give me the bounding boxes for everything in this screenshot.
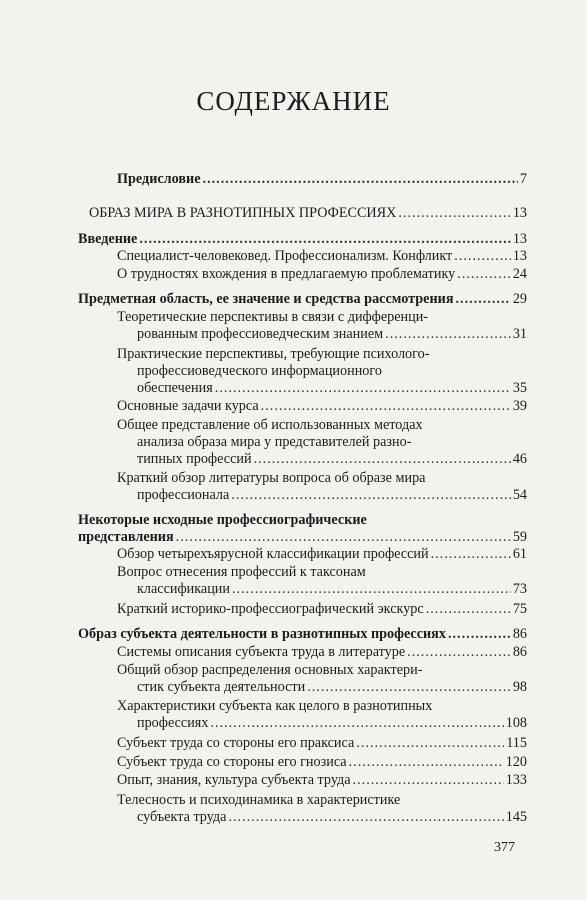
leader-dots (203, 171, 518, 188)
toc-label: Основные задачи курса (117, 398, 259, 414)
page-number: 7 (519, 171, 527, 187)
leader-dots (426, 601, 511, 618)
toc-last-line (137, 326, 527, 343)
leader-dots (398, 205, 510, 222)
toc-label: Обзор четырехъярусной классификации профессий (117, 546, 429, 562)
toc-entry-image-2 (117, 662, 527, 696)
page-number: 98 (512, 679, 527, 695)
toc-label-line: Теоретические перспективы в связи с дифференци- (117, 309, 429, 325)
toc-label-line: Некоторые исходные профессиографические (78, 512, 367, 528)
page-number: 145 (505, 809, 527, 825)
leader-dots (210, 715, 503, 732)
page-number: 59 (512, 529, 527, 545)
page-number: 86 (512, 644, 527, 660)
toc-label: Специалист-человековед. Профессионализм. Конфликт (117, 248, 453, 264)
toc-entry-image-5 (117, 754, 527, 771)
toc-label: Введение (78, 231, 138, 247)
toc-last-line (137, 581, 527, 598)
leader-dots (254, 451, 511, 468)
toc-entry-reps (78, 512, 527, 546)
leader-dots (176, 529, 511, 546)
toc-entry-part (89, 205, 527, 222)
toc-entry-image-4 (117, 735, 527, 752)
page-number: 108 (505, 715, 527, 731)
toc-entry-intro-2 (117, 266, 527, 283)
leader-dots (232, 581, 511, 598)
leader-dots (356, 735, 504, 752)
leader-dots (353, 772, 504, 789)
toc-label-line: классификации (137, 581, 230, 597)
toc-entry-subject-2 (117, 346, 527, 397)
leader-dots (407, 644, 511, 661)
toc-label: Опыт, знания, культура субъекта труда (117, 772, 351, 788)
toc-last-line (137, 380, 527, 397)
toc-label: О трудностях вхождения в предлагаемую проблематику (117, 266, 456, 282)
leader-dots (231, 487, 511, 504)
page-number: 31 (512, 326, 527, 342)
page-number: 86 (512, 626, 527, 642)
toc-label-line: Вопрос отнесения профессий к таксонам (117, 564, 366, 580)
leader-dots (454, 248, 511, 265)
toc-entry-subject-4 (117, 417, 527, 468)
page-number: 39 (512, 398, 527, 414)
toc-last-line (137, 451, 527, 468)
toc-label-line: субъекта труда (137, 809, 227, 825)
page-number: 13 (512, 248, 527, 264)
leader-dots (261, 398, 511, 415)
toc-label: Системы описания субъекта труда в литературе (117, 644, 406, 660)
folio-page-number: 377 (494, 840, 515, 855)
toc-label-line: профессиях (137, 715, 209, 731)
page-number: 46 (512, 451, 527, 467)
toc-last-line (137, 487, 527, 504)
toc-entry-subject-5 (117, 470, 527, 504)
toc-entry-reps-1 (117, 546, 527, 563)
leader-dots (385, 326, 511, 343)
toc-label-line: профессионала (137, 487, 230, 503)
leader-dots (448, 626, 511, 643)
leader-dots (307, 679, 511, 696)
toc-label: Образ субъекта деятельности в разнотипных профессиях (78, 626, 446, 642)
leader-dots (457, 266, 511, 283)
toc-label-line: Практические перспективы, требующие психолого- (117, 346, 430, 362)
toc-entry-intro-1 (117, 248, 527, 265)
toc-entry-intro (78, 231, 527, 248)
page-number: 54 (512, 487, 527, 503)
toc-label-line: обеспечения (137, 380, 213, 396)
page-number: 133 (505, 772, 527, 788)
toc-entry-image-6 (117, 772, 527, 789)
toc-entry-subject-1 (117, 309, 527, 343)
toc-last-line (78, 529, 527, 546)
toc-label-line: анализа образа мира у представителей разно- (137, 434, 412, 450)
toc-entry-preface (117, 171, 527, 188)
toc-label: ОБРАЗ МИРА В РАЗНОТИПНЫХ ПРОФЕССИЯХ (89, 205, 397, 221)
toc-last-line (137, 715, 527, 732)
toc-label: Краткий историко-профессиографический экскурс (117, 601, 424, 617)
toc-entry-subject (78, 291, 527, 308)
leader-dots (228, 809, 503, 826)
page-title: СОДЕРЖАНИЕ (196, 86, 391, 116)
toc-label-line: Краткий обзор литературы вопроса об образе мира (117, 470, 426, 486)
toc-label-line: профессиоведческого информационного (137, 363, 382, 379)
page-number: 35 (512, 380, 527, 396)
page-number: 29 (512, 291, 527, 307)
toc-label-line: Телесность и психодинамика в характеристике (117, 792, 401, 808)
toc-entry-image (78, 626, 527, 643)
toc-label: Предметная область, ее значение и средства рассмотрения (78, 291, 454, 307)
toc-label-line: Общее представление об использованных методах (117, 417, 423, 433)
toc-label: Предисловие (117, 171, 201, 187)
page-number: 120 (505, 754, 527, 770)
toc-label-line: типных профессий (137, 451, 252, 467)
toc-entry-reps-3 (117, 601, 527, 618)
page-number: 61 (512, 546, 527, 562)
page-number: 13 (512, 231, 527, 247)
toc-entry-image-7 (117, 792, 527, 826)
page-number: 24 (512, 266, 527, 282)
toc-last-line (137, 809, 527, 826)
toc-label-line: Характеристики субъекта как целого в разнотипных (117, 698, 433, 714)
toc-entry-image-1 (117, 644, 527, 661)
page-number: 73 (512, 581, 527, 597)
toc-label-line: представления (78, 529, 174, 545)
leader-dots (139, 231, 510, 248)
toc-label-line: стик субъекта деятельности (137, 679, 306, 695)
toc-last-line (137, 679, 527, 696)
toc-label: Субъект труда со стороны его гнозиса (117, 754, 347, 770)
toc-label: Субъект труда со стороны его праксиса (117, 735, 355, 751)
page-number: 75 (512, 601, 527, 617)
toc-entry-reps-2 (117, 564, 527, 598)
leader-dots (431, 546, 511, 563)
leader-dots (349, 754, 504, 771)
toc-entry-subject-3 (117, 398, 527, 415)
toc-entry-image-3 (117, 698, 527, 732)
leader-dots (215, 380, 511, 397)
toc-label-line: Общий обзор распределения основных характери- (117, 662, 423, 678)
toc-label-line: рованным профессиоведческим знанием (137, 326, 384, 342)
page-number: 13 (512, 205, 527, 221)
leader-dots (456, 291, 511, 308)
page-number: 115 (506, 735, 527, 751)
